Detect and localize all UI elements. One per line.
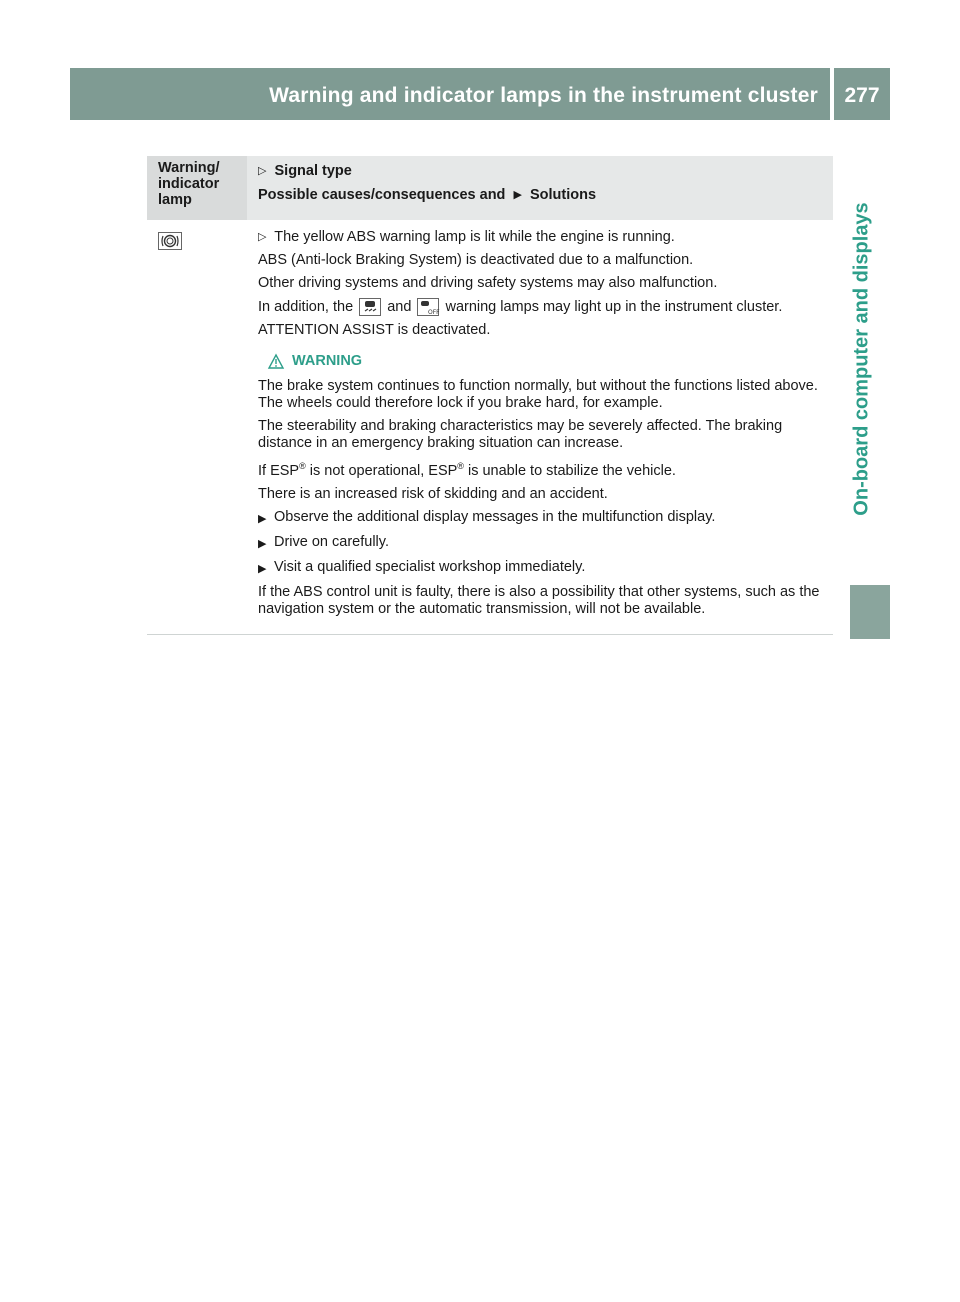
- cause-text-1: ABS (Anti-lock Braking System) is deactivated due to a malfunction.: [258, 252, 694, 268]
- side-tab: [834, 124, 890, 594]
- solution-step-text: Drive on carefully.: [274, 533, 389, 550]
- lamp-cell: [147, 220, 247, 624]
- solution-step-text: Visit a qualified specialist workshop immediately.: [274, 558, 586, 575]
- registered-mark: ®: [457, 461, 464, 471]
- esp-warning-icon: [359, 298, 381, 316]
- lamp-column-header: [147, 156, 247, 220]
- cause-text-3-and: and: [387, 299, 412, 315]
- lamp-header-line-3: lamp: [158, 192, 192, 208]
- warning-label: WARNING: [292, 353, 363, 369]
- side-tab-marker: [850, 585, 890, 639]
- warning-heading: [268, 353, 833, 370]
- solution-step: [258, 559, 833, 578]
- signal-triangle-icon: ▷: [258, 231, 267, 243]
- description-cell: [247, 220, 833, 624]
- warning-text-1: The brake system continues to function normally, but without the functions listed above. The wheels could therefore lock if you brake hard, for example.: [258, 378, 818, 411]
- warning-lamp-table: [147, 156, 833, 635]
- solutions-header: Solutions: [529, 187, 597, 203]
- warning-text-3c: is unable to stabilize the vehicle.: [467, 462, 676, 479]
- warning-text-3a: If ESP: [258, 462, 300, 479]
- solution-step: [258, 509, 833, 528]
- lamp-header-line-2: indicator: [158, 176, 220, 192]
- side-tab-text: On-board computer and displays: [850, 202, 873, 516]
- table-row: [147, 220, 833, 635]
- lamp-header-line-1: Warning/: [158, 160, 220, 176]
- signal-triangle-icon: ▷: [258, 165, 267, 177]
- signal-type-header: Signal type: [274, 163, 352, 179]
- causes-header-prefix: Possible causes/consequences and: [258, 187, 506, 203]
- svg-text:OFF: OFF: [428, 309, 441, 316]
- cause-text-2: Other driving systems and driving safety systems may also malfunction.: [258, 275, 718, 291]
- esp-off-warning-icon: [417, 298, 439, 316]
- page-header: [70, 68, 830, 120]
- header-title: Warning and indicator lamps in the instrument cluster: [269, 84, 818, 107]
- cause-text-3-prefix: In addition, the: [258, 299, 354, 315]
- warning-triangle-icon: [268, 354, 284, 369]
- cause-text-3-suffix: warning lamps may light up in the instrument cluster.: [445, 299, 783, 315]
- final-note: If the ABS control unit is faulty, there is also a possibility that other systems, such as the navigation system or the automatic transmission, will not be available.: [258, 583, 820, 617]
- warning-text-4: There is an increased risk of skidding and an accident.: [258, 485, 608, 502]
- signal-text: The yellow ABS warning lamp is lit while the engine is running.: [274, 229, 675, 245]
- table-header: [147, 156, 833, 220]
- warning-text-3b: is not operational, ESP: [309, 462, 458, 479]
- warning-text-2: The steerability and braking characteristics may be severely affected. The braking distance in an emergency braking situation can increase.: [258, 418, 783, 451]
- step-arrow-icon: ▶: [258, 537, 267, 550]
- page-number: 277: [844, 84, 880, 107]
- step-arrow-icon: ▶: [258, 512, 267, 525]
- abs-warning-icon: [158, 232, 182, 250]
- causes-column-header: [247, 156, 833, 220]
- solutions-arrow-icon: ▶: [513, 189, 522, 201]
- solution-step-text: Observe the additional display messages in the multifunction display.: [274, 508, 716, 525]
- page-number-box: [834, 68, 890, 120]
- solution-step: [258, 534, 833, 553]
- cause-text-4: ATTENTION ASSIST is deactivated.: [258, 322, 491, 338]
- registered-mark: ®: [299, 461, 306, 471]
- step-arrow-icon: ▶: [258, 562, 267, 575]
